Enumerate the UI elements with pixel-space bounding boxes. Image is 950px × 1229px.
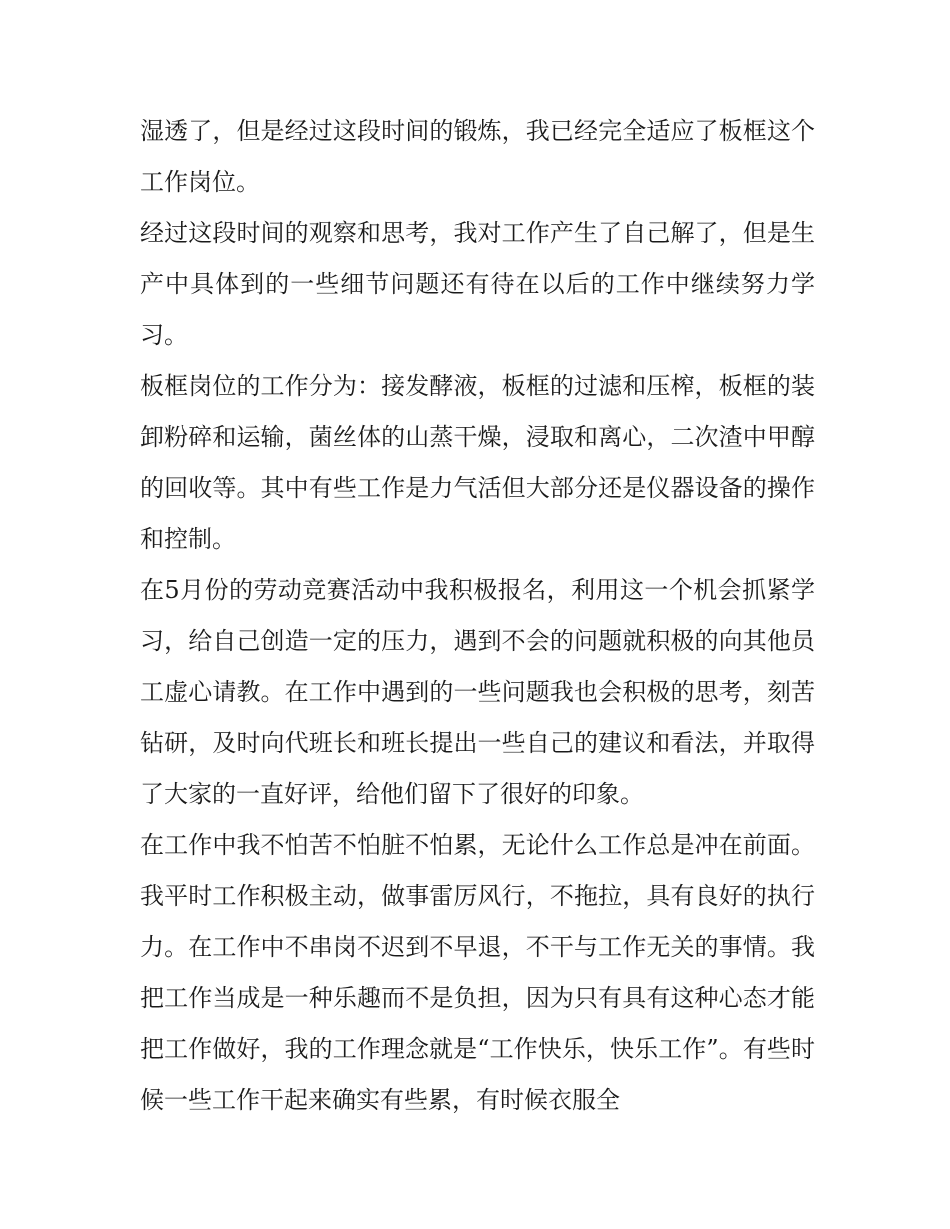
paragraph-4: 在5月份的劳动竞赛活动中我积极报名，利用这一个机会抓紧学习，给自己创造一定的压力，遇到不会的问题就积极的向其他员工虚心请教。在工作中遇到的一些问题我也会积极的思考，刻苦钻研，及时向代班长和班长提出一些自己的建议和看法，并取得了大家的一直好评，给他们留下了很好的印象。 <box>140 576 815 808</box>
paragraph-2: 经过这段时间的观察和思考，我对工作产生了自己解了，但是生产中具体到的一些细节问题还有待在以后的工作中继续努力学习。 <box>140 219 815 349</box>
paragraph-1: 湿透了，但是经过这段时间的锻炼，我已经完全适应了板框这个工作岗位。 <box>140 117 815 196</box>
paragraph-3: 板框岗位的工作分为：接发酵液，板框的过滤和压榨，板框的装卸粉碎和运输，菌丝体的山蒸干燥，浸取和离心，二次渣中甲醇的回收等。其中有些工作是力气活但大部分还是仪器设备的操作和控制。 <box>140 372 815 553</box>
paragraph-5: 在工作中我不怕苦不怕脏不怕累，无论什么工作总是冲在前面。我平时工作积极主动，做事雷厉风行，不拖拉，具有良好的执行力。在工作中不串岗不迟到不早退，不干与工作无关的事情。我把工作当成是一种乐趣而不是负担，因为只有具有这种心态才能把工作做好，我的工作理念就是“工作快乐，快乐工作”。有些时候一些工作干起来确实有些累，有时候衣服全 <box>140 831 815 1114</box>
document-body <box>140 106 815 1126</box>
